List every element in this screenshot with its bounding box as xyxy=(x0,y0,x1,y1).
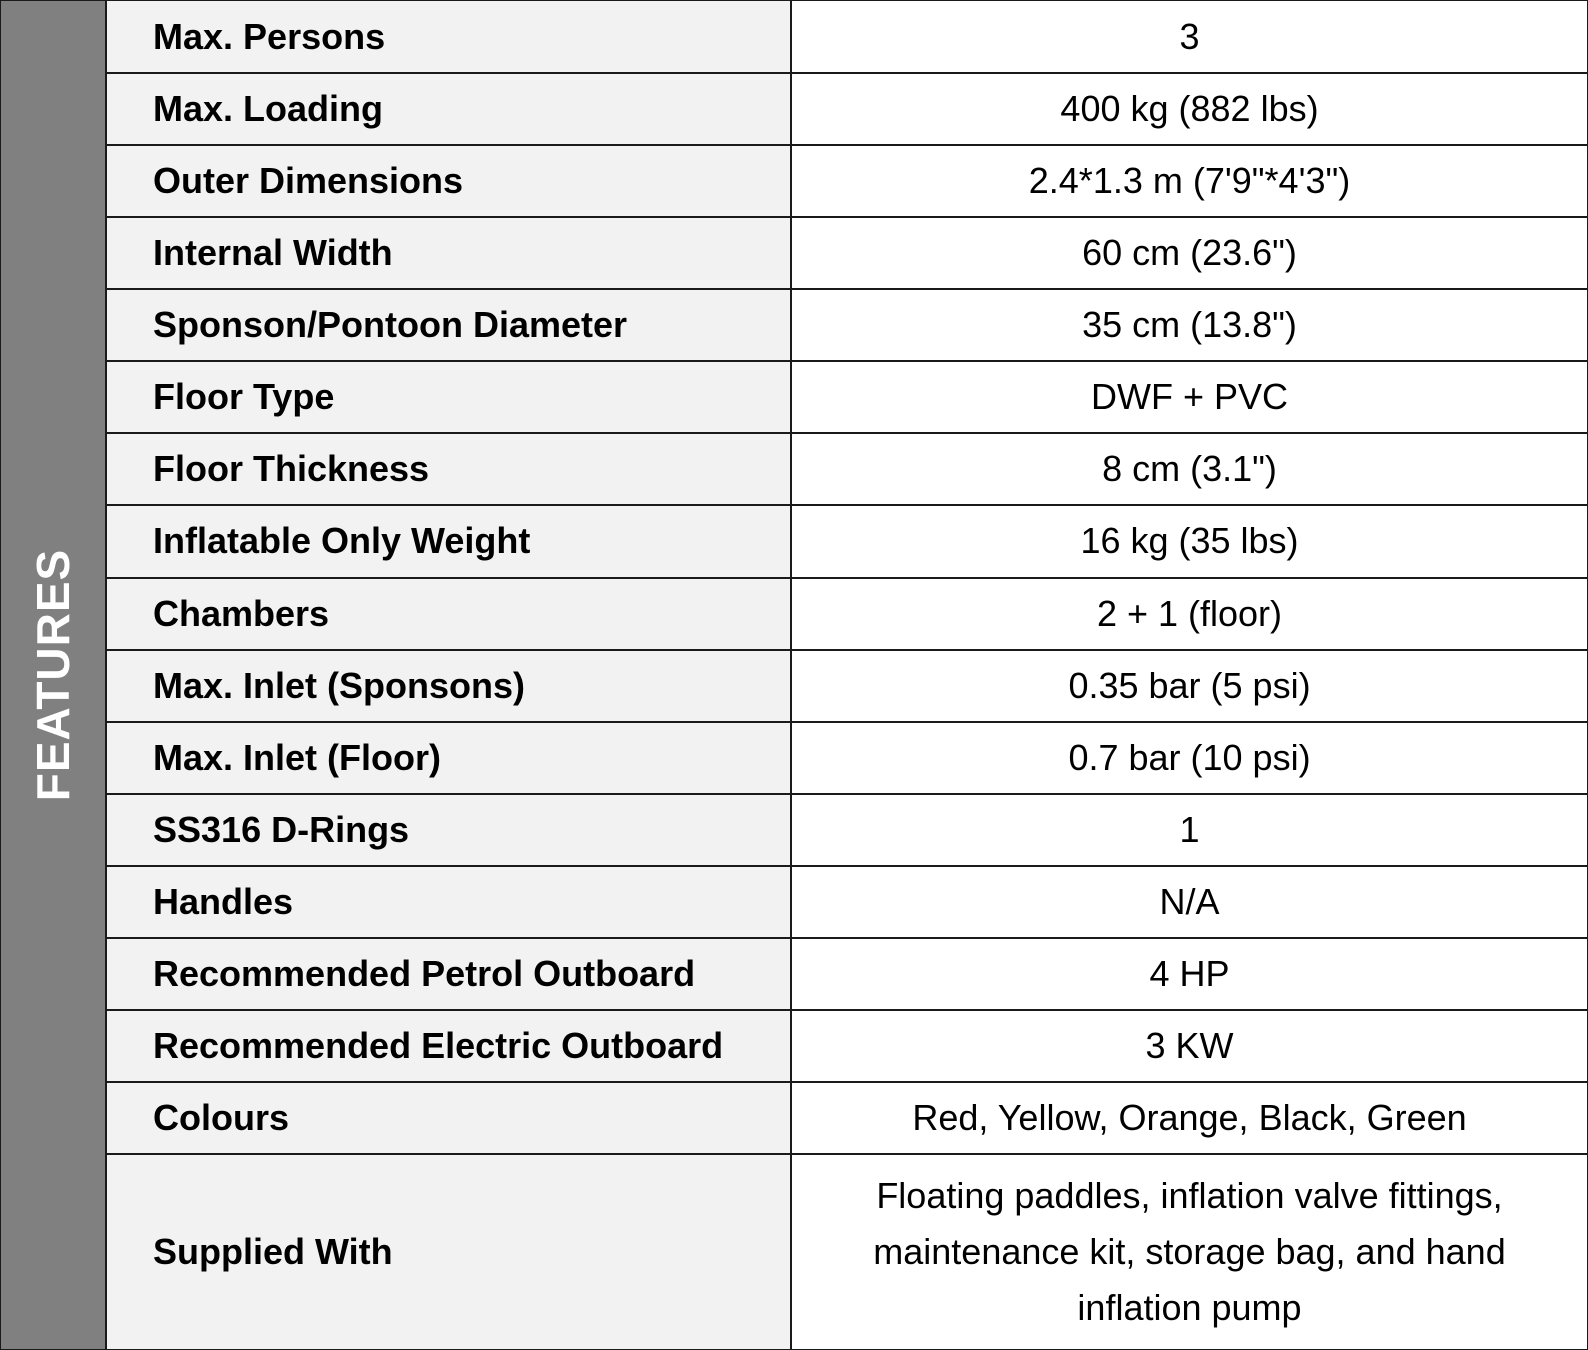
features-side-bar xyxy=(1,1,107,1349)
table-row xyxy=(107,578,1587,650)
row-value: 3 xyxy=(791,1,1587,73)
table-row xyxy=(107,1,1587,73)
row-label: Max. Persons xyxy=(107,1,791,73)
row-label: Max. Inlet (Sponsons) xyxy=(107,650,791,722)
table-row xyxy=(107,433,1587,505)
row-label: Outer Dimensions xyxy=(107,145,791,217)
table-row xyxy=(107,1010,1587,1082)
table-row xyxy=(107,145,1587,217)
table-row xyxy=(107,505,1587,577)
table-row xyxy=(107,866,1587,938)
row-label: Recommended Electric Outboard xyxy=(107,1010,791,1082)
row-value: 1 xyxy=(791,794,1587,866)
row-value: Floating paddles, inflation valve fittings, maintenance kit, storage bag, and hand inflation pump xyxy=(873,1175,1506,1328)
row-value: 0.7 bar (10 psi) xyxy=(791,722,1587,794)
table-row xyxy=(107,1154,1587,1349)
row-label: Handles xyxy=(107,866,791,938)
row-value: 60 cm (23.6") xyxy=(791,217,1587,289)
features-side-label: FEATURES xyxy=(27,548,79,802)
table-row xyxy=(107,217,1587,289)
table-row xyxy=(107,722,1587,794)
row-label: SS316 D-Rings xyxy=(107,794,791,866)
row-value: Red, Yellow, Orange, Black, Green xyxy=(791,1082,1587,1154)
row-value: 4 HP xyxy=(791,938,1587,1010)
row-label: Sponson/Pontoon Diameter xyxy=(107,289,791,361)
table-row xyxy=(107,73,1587,145)
row-value: 3 KW xyxy=(791,1010,1587,1082)
row-value: DWF + PVC xyxy=(791,361,1587,433)
table-row xyxy=(107,938,1587,1010)
row-label: Internal Width xyxy=(107,217,791,289)
row-label: Chambers xyxy=(107,578,791,650)
table-row xyxy=(107,289,1587,361)
row-label: Max. Inlet (Floor) xyxy=(107,722,791,794)
row-label: Max. Loading xyxy=(107,73,791,145)
row-label: Floor Thickness xyxy=(107,433,791,505)
row-label: Supplied With xyxy=(107,1154,791,1349)
table-row xyxy=(107,650,1587,722)
row-value: 35 cm (13.8") xyxy=(791,289,1587,361)
row-value: 0.35 bar (5 psi) xyxy=(791,650,1587,722)
table-row xyxy=(107,1082,1587,1154)
row-value: 2.4*1.3 m (7'9"*4'3") xyxy=(791,145,1587,217)
row-value: 2 + 1 (floor) xyxy=(791,578,1587,650)
features-table xyxy=(107,1,1587,1349)
row-label: Recommended Petrol Outboard xyxy=(107,938,791,1010)
table-row xyxy=(107,794,1587,866)
row-value: 16 kg (35 lbs) xyxy=(791,505,1587,577)
row-label: Colours xyxy=(107,1082,791,1154)
row-label: Inflatable Only Weight xyxy=(107,505,791,577)
row-value: N/A xyxy=(791,866,1587,938)
row-value: 400 kg (882 lbs) xyxy=(791,73,1587,145)
table-row xyxy=(107,361,1587,433)
row-value: 8 cm (3.1") xyxy=(791,433,1587,505)
row-label: Floor Type xyxy=(107,361,791,433)
